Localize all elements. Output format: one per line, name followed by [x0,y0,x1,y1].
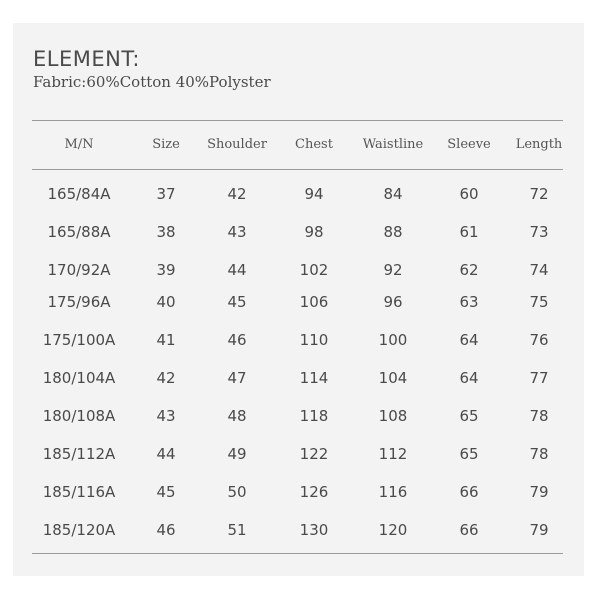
cell-sleeve: 65 [459,445,479,463]
cell-size: 40 [156,293,176,311]
cell-chest: 110 [299,331,329,349]
cell-length: 79 [529,521,549,539]
cell-waistline: 120 [378,521,408,539]
table-row [13,368,584,388]
table-row [13,184,584,204]
cell-size: 37 [156,185,176,203]
cell-shoulder: 47 [227,369,247,387]
cell-waistline: 100 [378,331,408,349]
cell-sleeve: 63 [459,293,479,311]
cell-shoulder: 44 [227,261,247,279]
cell-size: 38 [156,223,176,241]
table-bottom-rule [32,553,563,554]
cell-chest: 106 [299,293,329,311]
cell-size: 43 [156,407,176,425]
cell-waistline: 112 [378,445,408,463]
cell-sleeve: 65 [459,407,479,425]
cell-waistline: 88 [383,223,403,241]
cell-chest: 122 [299,445,329,463]
cell-shoulder: 48 [227,407,247,425]
table-row [13,520,584,540]
cell-mn: 185/120A [42,521,116,539]
table-header-row [13,135,584,155]
cell-waistline: 104 [378,369,408,387]
header-divider-rule [32,169,563,170]
cell-waistline: 116 [378,483,408,501]
column-header-chest: Chest [295,137,333,152]
table-row [13,292,584,312]
cell-waistline: 108 [378,407,408,425]
cell-shoulder: 51 [227,521,247,539]
cell-mn: 185/116A [42,483,116,501]
cell-shoulder: 49 [227,445,247,463]
cell-waistline: 92 [383,261,403,279]
table-row [13,330,584,350]
cell-waistline: 84 [383,185,403,203]
column-header-length: Length [515,137,563,152]
cell-length: 75 [529,293,549,311]
column-header-size: Size [152,137,180,152]
cell-waistline: 96 [383,293,403,311]
table-row [13,482,584,502]
element-title: ELEMENT: [33,47,140,71]
cell-sleeve: 66 [459,521,479,539]
column-header-shoulder: Shoulder [207,137,267,152]
cell-length: 73 [529,223,549,241]
cell-size: 44 [156,445,176,463]
cell-size: 46 [156,521,176,539]
fabric-composition: Fabric:60%Cotton 40%Polyster [33,73,271,91]
cell-mn: 165/84A [47,185,111,203]
cell-length: 77 [529,369,549,387]
column-header-sleeve: Sleeve [447,137,491,152]
cell-chest: 130 [299,521,329,539]
cell-shoulder: 46 [227,331,247,349]
cell-mn: 175/96A [47,293,111,311]
cell-chest: 94 [304,185,324,203]
column-header-mn: M/N [64,137,94,152]
cell-size: 39 [156,261,176,279]
cell-shoulder: 45 [227,293,247,311]
cell-chest: 118 [299,407,329,425]
cell-shoulder: 50 [227,483,247,501]
cell-shoulder: 42 [227,185,247,203]
table-row [13,260,584,280]
cell-shoulder: 43 [227,223,247,241]
cell-length: 78 [529,445,549,463]
table-row [13,444,584,464]
table-top-rule [32,120,563,121]
cell-chest: 114 [299,369,329,387]
cell-chest: 102 [299,261,329,279]
cell-sleeve: 61 [459,223,479,241]
cell-mn: 170/92A [47,261,111,279]
cell-length: 74 [529,261,549,279]
cell-mn: 180/104A [42,369,116,387]
cell-chest: 98 [304,223,324,241]
cell-mn: 175/100A [42,331,116,349]
cell-size: 41 [156,331,176,349]
cell-size: 45 [156,483,176,501]
cell-length: 78 [529,407,549,425]
column-header-waistline: Waistline [362,137,424,152]
size-chart-panel [13,23,584,576]
cell-sleeve: 66 [459,483,479,501]
cell-sleeve: 62 [459,261,479,279]
cell-mn: 165/88A [47,223,111,241]
cell-mn: 185/112A [42,445,116,463]
cell-length: 76 [529,331,549,349]
cell-sleeve: 60 [459,185,479,203]
cell-size: 42 [156,369,176,387]
table-row [13,222,584,242]
cell-length: 72 [529,185,549,203]
table-row [13,406,584,426]
cell-mn: 180/108A [42,407,116,425]
cell-sleeve: 64 [459,369,479,387]
cell-chest: 126 [299,483,329,501]
cell-length: 79 [529,483,549,501]
cell-sleeve: 64 [459,331,479,349]
